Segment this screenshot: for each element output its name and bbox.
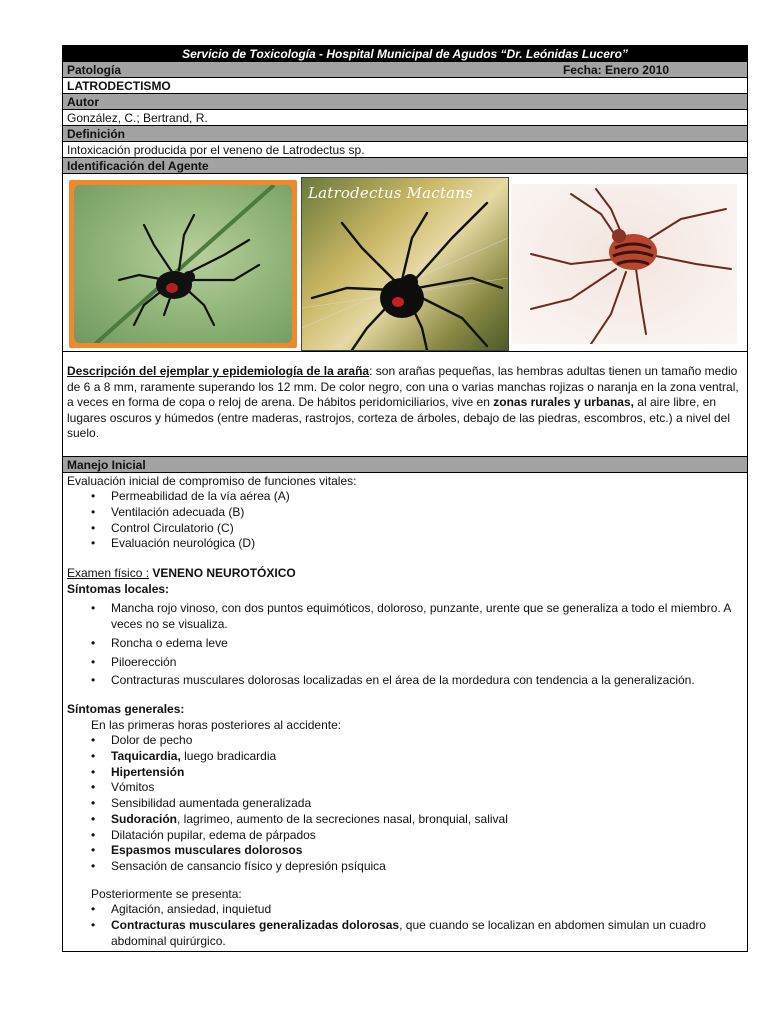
- list-item-text: , lagrimeo, aumento de la secreciones nasal, bronquial, salival: [177, 811, 508, 826]
- list-item-bold: Espasmos musculares dolorosos: [111, 843, 303, 858]
- list-item: [67, 733, 743, 749]
- fecha-label: Fecha: Enero 2010: [562, 63, 669, 77]
- list-item: [67, 859, 743, 875]
- list-item-bold: Hipertensión: [111, 764, 185, 779]
- list-item: [67, 828, 743, 844]
- list-item: [67, 918, 743, 949]
- list-item-text: , que cuando se localizan en abdomen simulan un cuadro abdominal quirúrgico.: [111, 918, 706, 948]
- list-item-bold: Taquicardia,: [111, 749, 181, 764]
- manejo-block: [62, 473, 748, 953]
- red-banded-spider-illustration: [511, 184, 737, 344]
- descripcion-heading: Descripción del ejemplar y epidemiología de la araña: [67, 364, 370, 378]
- list-item-text: Vómitos: [111, 780, 155, 795]
- definicion-label: Definición: [62, 126, 748, 142]
- descripcion-text-1: : son arañas pequeñas, las hembras adultas tienen un tamaño medio de 6 a 8 mm, raramente superando los 12 mm. De color negro, con una o varias manchas rojizas o naranja en la zona ventral, a veces en forma de copa o reloj de arena. De hábitos peridomiciliarios, vive en: [67, 364, 739, 409]
- definicion-value: Intoxicación producida por el veneno de Latrodectus sp.: [62, 142, 748, 158]
- autor-label: Autor: [62, 94, 748, 110]
- list-item: [67, 843, 743, 859]
- descripcion-text-2: al aire libre, en lugares oscuros y húmedos (entre maderas, rastrojos, corteza de árboles, debajo de las piedras, escombros, etc.) a nivel del suelo.: [67, 395, 730, 440]
- list-item-text: Dilatación pupilar, edema de párpados: [111, 827, 316, 842]
- examen-value: VENENO NEUROTÓXICO: [152, 566, 296, 581]
- image-caption: Latrodectus Mactans: [308, 184, 473, 202]
- list-item: • Control Circulatorio (C): [67, 521, 743, 537]
- descripcion-bold: zonas rurales y urbanas,: [493, 395, 634, 409]
- list-item: • Contracturas musculares dolorosas localizadas en el área de la mordedura con tendencia a la generalización.: [67, 673, 743, 689]
- list-item: [67, 780, 743, 796]
- spider-images: [62, 174, 748, 352]
- spider-photo-2: [301, 177, 509, 351]
- evaluacion-list: [67, 489, 743, 552]
- sintomas-locales-list: [67, 601, 743, 689]
- list-item: • Evaluación neurológica (D): [67, 536, 743, 552]
- list-item: • Permeabilidad de la vía aérea (A): [67, 489, 743, 505]
- autor-value: González, C.; Bertrand, R.: [62, 110, 748, 126]
- list-item-text: Sensación de cansancio físico y depresión psíquica: [111, 858, 386, 873]
- list-item: • Mancha rojo vinoso, con dos puntos equimóticos, doloroso, punzante, urente que se generaliza a todo el miembro. A veces no se visualiza.: [67, 601, 743, 632]
- list-item: [67, 796, 743, 812]
- patologia-value: LATRODECTISMO: [62, 78, 748, 94]
- patologia-label: Patología: [67, 63, 122, 77]
- list-item: • Roncha o edema leve: [67, 636, 743, 652]
- list-item: • Ventilación adecuada (B): [67, 505, 743, 521]
- posterior-intro: Posteriormente se presenta:: [91, 886, 242, 901]
- patologia-row: [62, 62, 748, 78]
- list-item: • Piloerección: [67, 655, 743, 671]
- list-item-text: Dolor de pecho: [111, 733, 193, 748]
- descripcion-block: [62, 352, 748, 457]
- header-title: Servicio de Toxicología - Hospital Municipal de Agudos “Dr. Leónidas Lucero”: [62, 45, 748, 62]
- list-item: [67, 765, 743, 781]
- toxicology-sheet: [62, 45, 748, 952]
- sintomas-locales-label: Síntomas locales:: [67, 581, 170, 596]
- manejo-label: Manejo Inicial: [62, 457, 748, 473]
- spider-on-stem-illustration: [74, 185, 292, 343]
- list-item-text: Sensibilidad aumentada generalizada: [111, 796, 312, 811]
- latrodectus-mactans-illustration: [302, 178, 508, 350]
- sintomas-generales-list: [67, 733, 743, 874]
- sintomas-generales-label: Síntomas generales:: [67, 701, 185, 716]
- spider-photo-3: [511, 184, 737, 344]
- evaluacion-intro: Evaluación inicial de compromiso de funciones vitales:: [67, 473, 357, 488]
- list-item: [67, 902, 743, 918]
- generales-intro: En las primeras horas posteriores al accidente:: [91, 717, 342, 732]
- list-item-bold: Contracturas musculares generalizadas dolorosas: [111, 918, 400, 933]
- list-item-bold: Sudoración: [111, 811, 178, 826]
- examen-label: Examen físico :: [67, 566, 150, 581]
- list-item-text: Agitación, ansiedad, inquietud: [111, 902, 272, 917]
- spider-photo-1: [69, 180, 297, 348]
- list-item: [67, 749, 743, 765]
- identificacion-label: Identificación del Agente: [62, 158, 748, 174]
- list-item-text: luego bradicardia: [180, 749, 277, 764]
- list-item: [67, 812, 743, 828]
- posterior-list: [67, 902, 743, 949]
- examen-line: [67, 566, 743, 582]
